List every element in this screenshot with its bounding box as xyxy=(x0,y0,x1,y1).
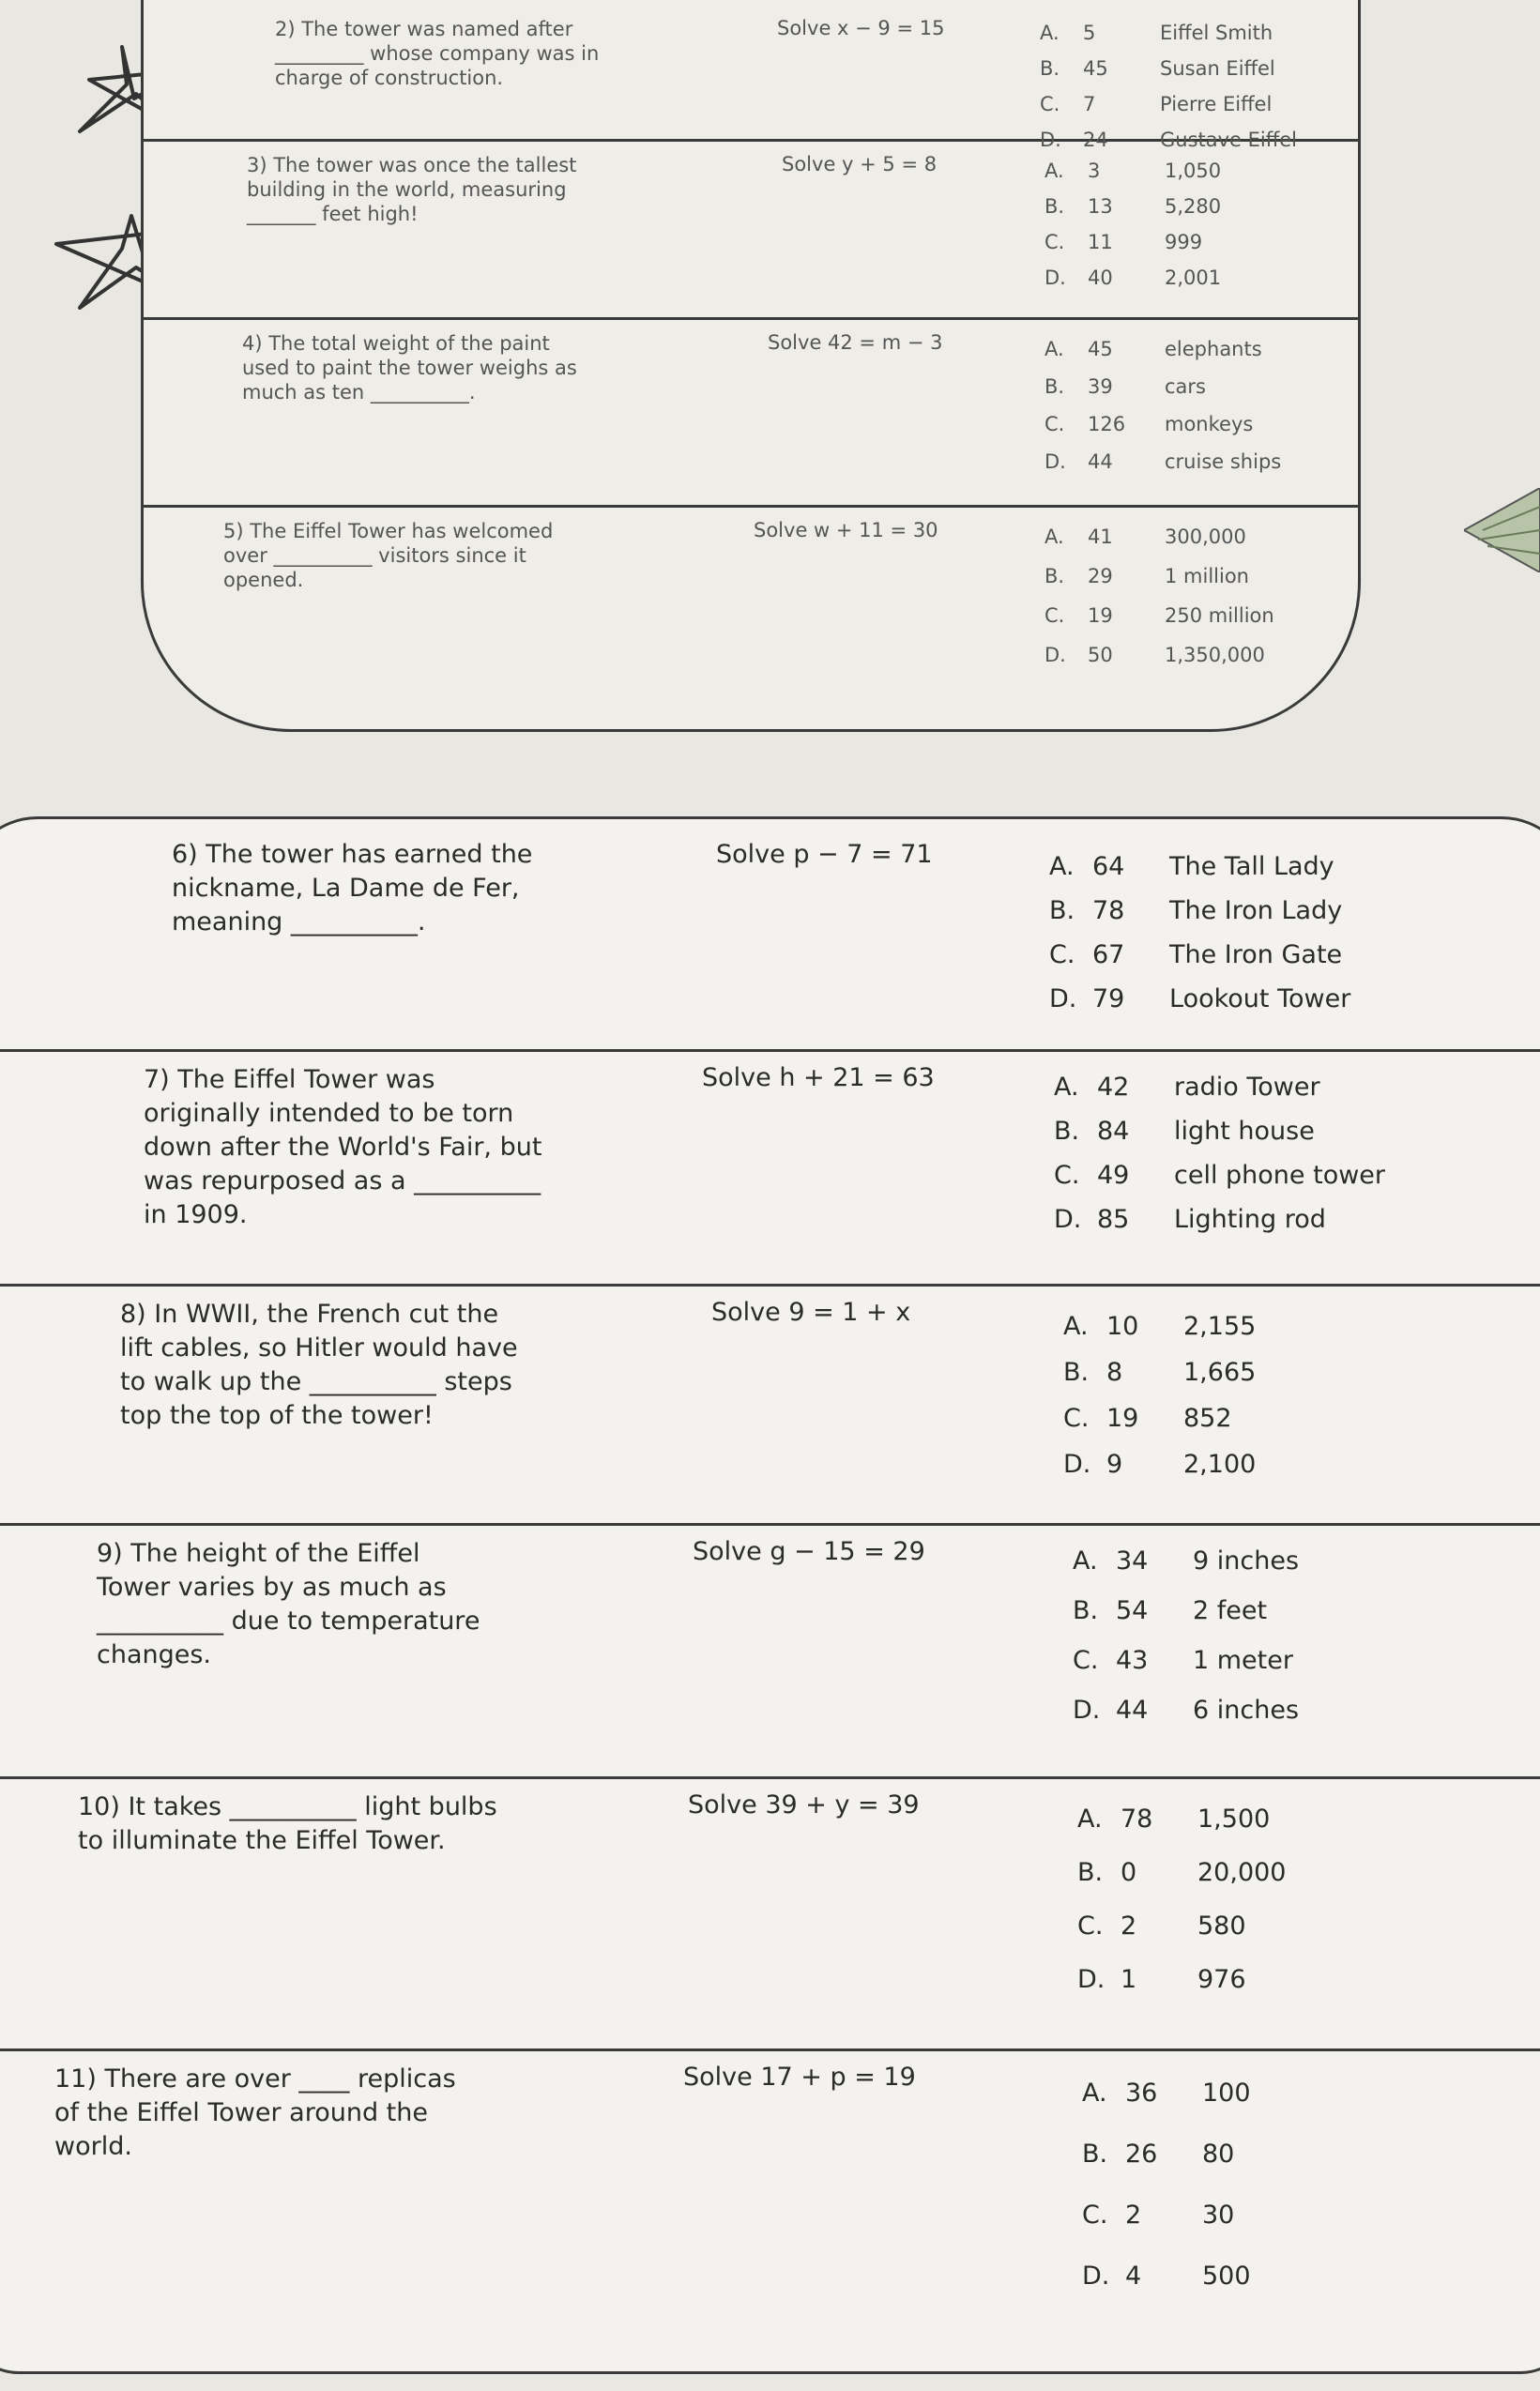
option-d: D. 79 Lookout Tower xyxy=(1049,984,1351,1013)
equation: Solve 17 + p = 19 xyxy=(683,2063,916,2092)
option-c: C. 126 monkeys xyxy=(1044,413,1254,435)
equation: Solve g − 15 = 29 xyxy=(693,1537,925,1566)
answer-options xyxy=(1077,1805,1286,1994)
question-text: 6) The tower has earned the nickname, La Dame de Fer, meaning __________. xyxy=(172,840,533,937)
question-row-3 xyxy=(144,139,1358,320)
option-d: D. 44 cruise ships xyxy=(1044,450,1282,473)
option-c: C. 49 cell phone tower xyxy=(1054,1161,1386,1190)
option-c: C. 19 250 million xyxy=(1044,604,1274,627)
option-c: C. 2 580 xyxy=(1077,1911,1246,1941)
option-a: A. 10 2,155 xyxy=(1063,1312,1257,1341)
option-c: C. 19 852 xyxy=(1063,1404,1232,1433)
equation: Solve h + 21 = 63 xyxy=(702,1063,935,1092)
option-a: A. 41 300,000 xyxy=(1044,525,1246,548)
answer-options xyxy=(1054,1073,1385,1234)
question-row-11 xyxy=(0,2048,1540,2377)
option-d: D. 44 6 inches xyxy=(1073,1696,1300,1725)
paper-scrap xyxy=(1464,488,1540,572)
equation: Solve x − 9 = 15 xyxy=(777,17,945,39)
answer-options xyxy=(1044,160,1221,289)
question-text: 8) In WWII, the French cut the lift cables, so Hitler would have to walk up the __________ steps top the top of the tower! xyxy=(120,1300,518,1430)
question-text: 4) The total weight of the paint used to paint the tower weighs as much as ten __________. xyxy=(242,332,577,404)
equation: Solve p − 7 = 71 xyxy=(716,840,933,869)
question-row-9 xyxy=(0,1523,1540,1779)
equation: Solve 42 = m − 3 xyxy=(768,331,943,354)
answer-options xyxy=(1049,852,1350,1013)
question-text: 7) The Eiffel Tower was originally intended to be torn down after the World's Fair, but was repurposed as a __________ in 1909. xyxy=(144,1065,542,1229)
worksheet-top xyxy=(141,0,1361,732)
option-a: A. 36 100 xyxy=(1082,2079,1251,2108)
option-a: A. 5 Eiffel Smith xyxy=(1040,22,1273,44)
answer-options xyxy=(1044,525,1274,666)
question-text: 10) It takes __________ light bulbs to illuminate the Eiffel Tower. xyxy=(78,1792,497,1855)
option-a: A. 78 1,500 xyxy=(1077,1805,1271,1834)
option-c: C. 2 30 xyxy=(1082,2201,1235,2230)
option-b: B. 26 80 xyxy=(1082,2140,1235,2169)
option-d: D. 4 500 xyxy=(1082,2262,1251,2291)
answer-options xyxy=(1044,338,1281,473)
question-text: 3) The tower was once the tallest building in the world, measuring _______ feet high! xyxy=(247,154,577,225)
option-a: A. 34 9 inches xyxy=(1073,1546,1300,1576)
option-c: C. 7 Pierre Eiffel xyxy=(1040,93,1273,115)
option-b: B. 29 1 million xyxy=(1044,565,1249,587)
option-d: D. 24 Gustave Eiffel xyxy=(1040,129,1297,151)
option-b: B. 13 5,280 xyxy=(1044,195,1222,218)
option-b: B. 54 2 feet xyxy=(1073,1596,1268,1625)
option-b: B. 0 20,000 xyxy=(1077,1858,1287,1887)
question-text: 11) There are over ____ replicas of the Eiffel Tower around the world. xyxy=(54,2064,456,2161)
equation: Solve y + 5 = 8 xyxy=(782,153,938,175)
answer-options xyxy=(1082,2079,1251,2291)
equation: Solve 9 = 1 + x xyxy=(711,1298,911,1327)
option-b: B. 8 1,665 xyxy=(1063,1358,1257,1387)
equation: Solve w + 11 = 30 xyxy=(754,519,938,541)
option-c: C. 43 1 meter xyxy=(1073,1646,1293,1675)
option-a: A. 64 The Tall Lady xyxy=(1049,852,1334,881)
question-text: 2) The tower was named after _________ whose company was in charge of construction. xyxy=(275,18,600,89)
question-row-7 xyxy=(0,1049,1540,1287)
question-row-2 xyxy=(144,3,1358,151)
equation: Solve 39 + y = 39 xyxy=(688,1790,920,1820)
answer-options xyxy=(1040,22,1297,151)
question-row-6 xyxy=(0,819,1540,1052)
option-b: B. 39 cars xyxy=(1044,375,1206,398)
option-d: D. 50 1,350,000 xyxy=(1044,644,1265,666)
option-b: B. 78 The Iron Lady xyxy=(1049,896,1343,925)
option-a: A. 45 elephants xyxy=(1044,338,1262,360)
question-text: 9) The height of the Eiffel Tower varies by as much as __________ due to temperature changes. xyxy=(97,1539,480,1669)
question-text: 5) The Eiffel Tower has welcomed over __________ visitors since it opened. xyxy=(223,520,554,591)
option-a: A. 3 1,050 xyxy=(1044,160,1222,182)
option-b: B. 84 light house xyxy=(1054,1117,1315,1146)
option-b: B. 45 Susan Eiffel xyxy=(1040,57,1275,80)
option-d: D. 40 2,001 xyxy=(1044,267,1222,289)
answer-options xyxy=(1073,1546,1299,1725)
option-a: A. 42 radio Tower xyxy=(1054,1073,1320,1102)
answer-options xyxy=(1063,1312,1256,1479)
option-c: C. 11 999 xyxy=(1044,231,1203,253)
option-d: D. 85 Lighting rod xyxy=(1054,1205,1326,1234)
question-row-8 xyxy=(0,1284,1540,1526)
question-row-5 xyxy=(144,505,1358,735)
worksheet-bottom xyxy=(0,816,1540,2374)
question-row-4 xyxy=(144,317,1358,508)
option-d: D. 1 976 xyxy=(1077,1965,1246,1994)
option-c: C. 67 The Iron Gate xyxy=(1049,940,1343,969)
option-d: D. 9 2,100 xyxy=(1063,1450,1257,1479)
question-row-10 xyxy=(0,1776,1540,2051)
